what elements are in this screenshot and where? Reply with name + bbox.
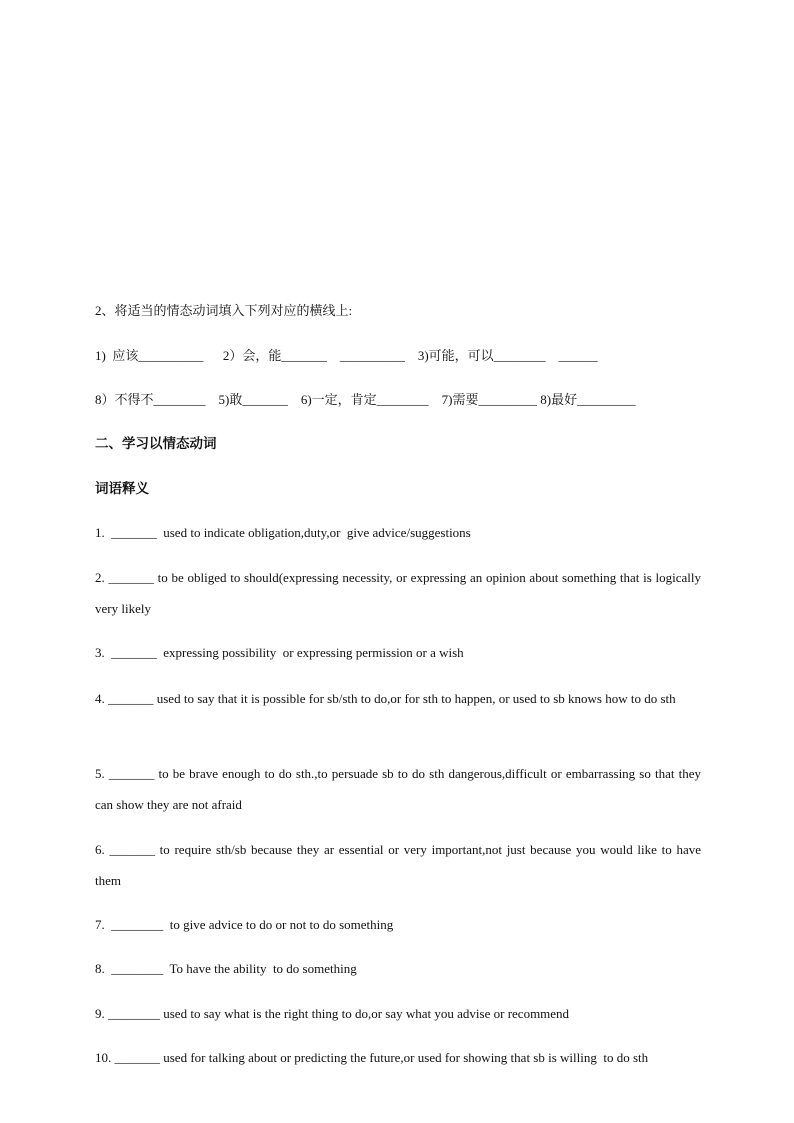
section-title: 二、学习以情态动词 <box>95 436 217 452</box>
definition-4: 4. _______ used to say that it is possible for sb/sth to do,or for sth to happen, or used to sb knows how to do sth <box>95 691 676 706</box>
subtitle: 词语释义 <box>95 481 149 497</box>
definition-7: 7. ________ to give advice to do or not to do something <box>95 917 394 932</box>
fill-row-2: 8）不得不________ 5)敢_______ 6)一定，肯定________ 7)需要_________ 8)最好_________ <box>95 392 636 407</box>
section-2-heading: 2、将适当的情态动词填入下列对应的横线上: <box>95 303 353 318</box>
definition-3: 3. _______ expressing possibility or expressing permission or a wish <box>95 645 464 660</box>
definition-5: 5. _______ to be brave enough to do sth.,to persuade sb to do sth dangerous,difficult or embarrassing so that they can show they are not afraid <box>95 766 701 812</box>
definition-9: 9. ________ used to say what is the right thing to do,or say what you advise or recommend <box>95 1006 570 1021</box>
fill-row-1: 1) 应该__________ 2）会，能_______ __________ 3)可能，可以________ ______ <box>95 348 598 363</box>
definition-2: 2. _______ to be obliged to should(expressing necessity, or expressing an opinion about something that is logically very likely <box>95 570 701 616</box>
definition-6: 6. _______ to require sth/sb because they ar essential or very important,not just because you would like to have them <box>95 842 701 888</box>
definition-8: 8. ________ To have the ability to do something <box>95 961 357 976</box>
definition-10: 10. _______ used for talking about or predicting the future,or used for showing that sb is willing to do sth <box>95 1050 649 1065</box>
definition-1: 1. _______ used to indicate obligation,duty,or give advice/suggestions <box>95 525 471 540</box>
